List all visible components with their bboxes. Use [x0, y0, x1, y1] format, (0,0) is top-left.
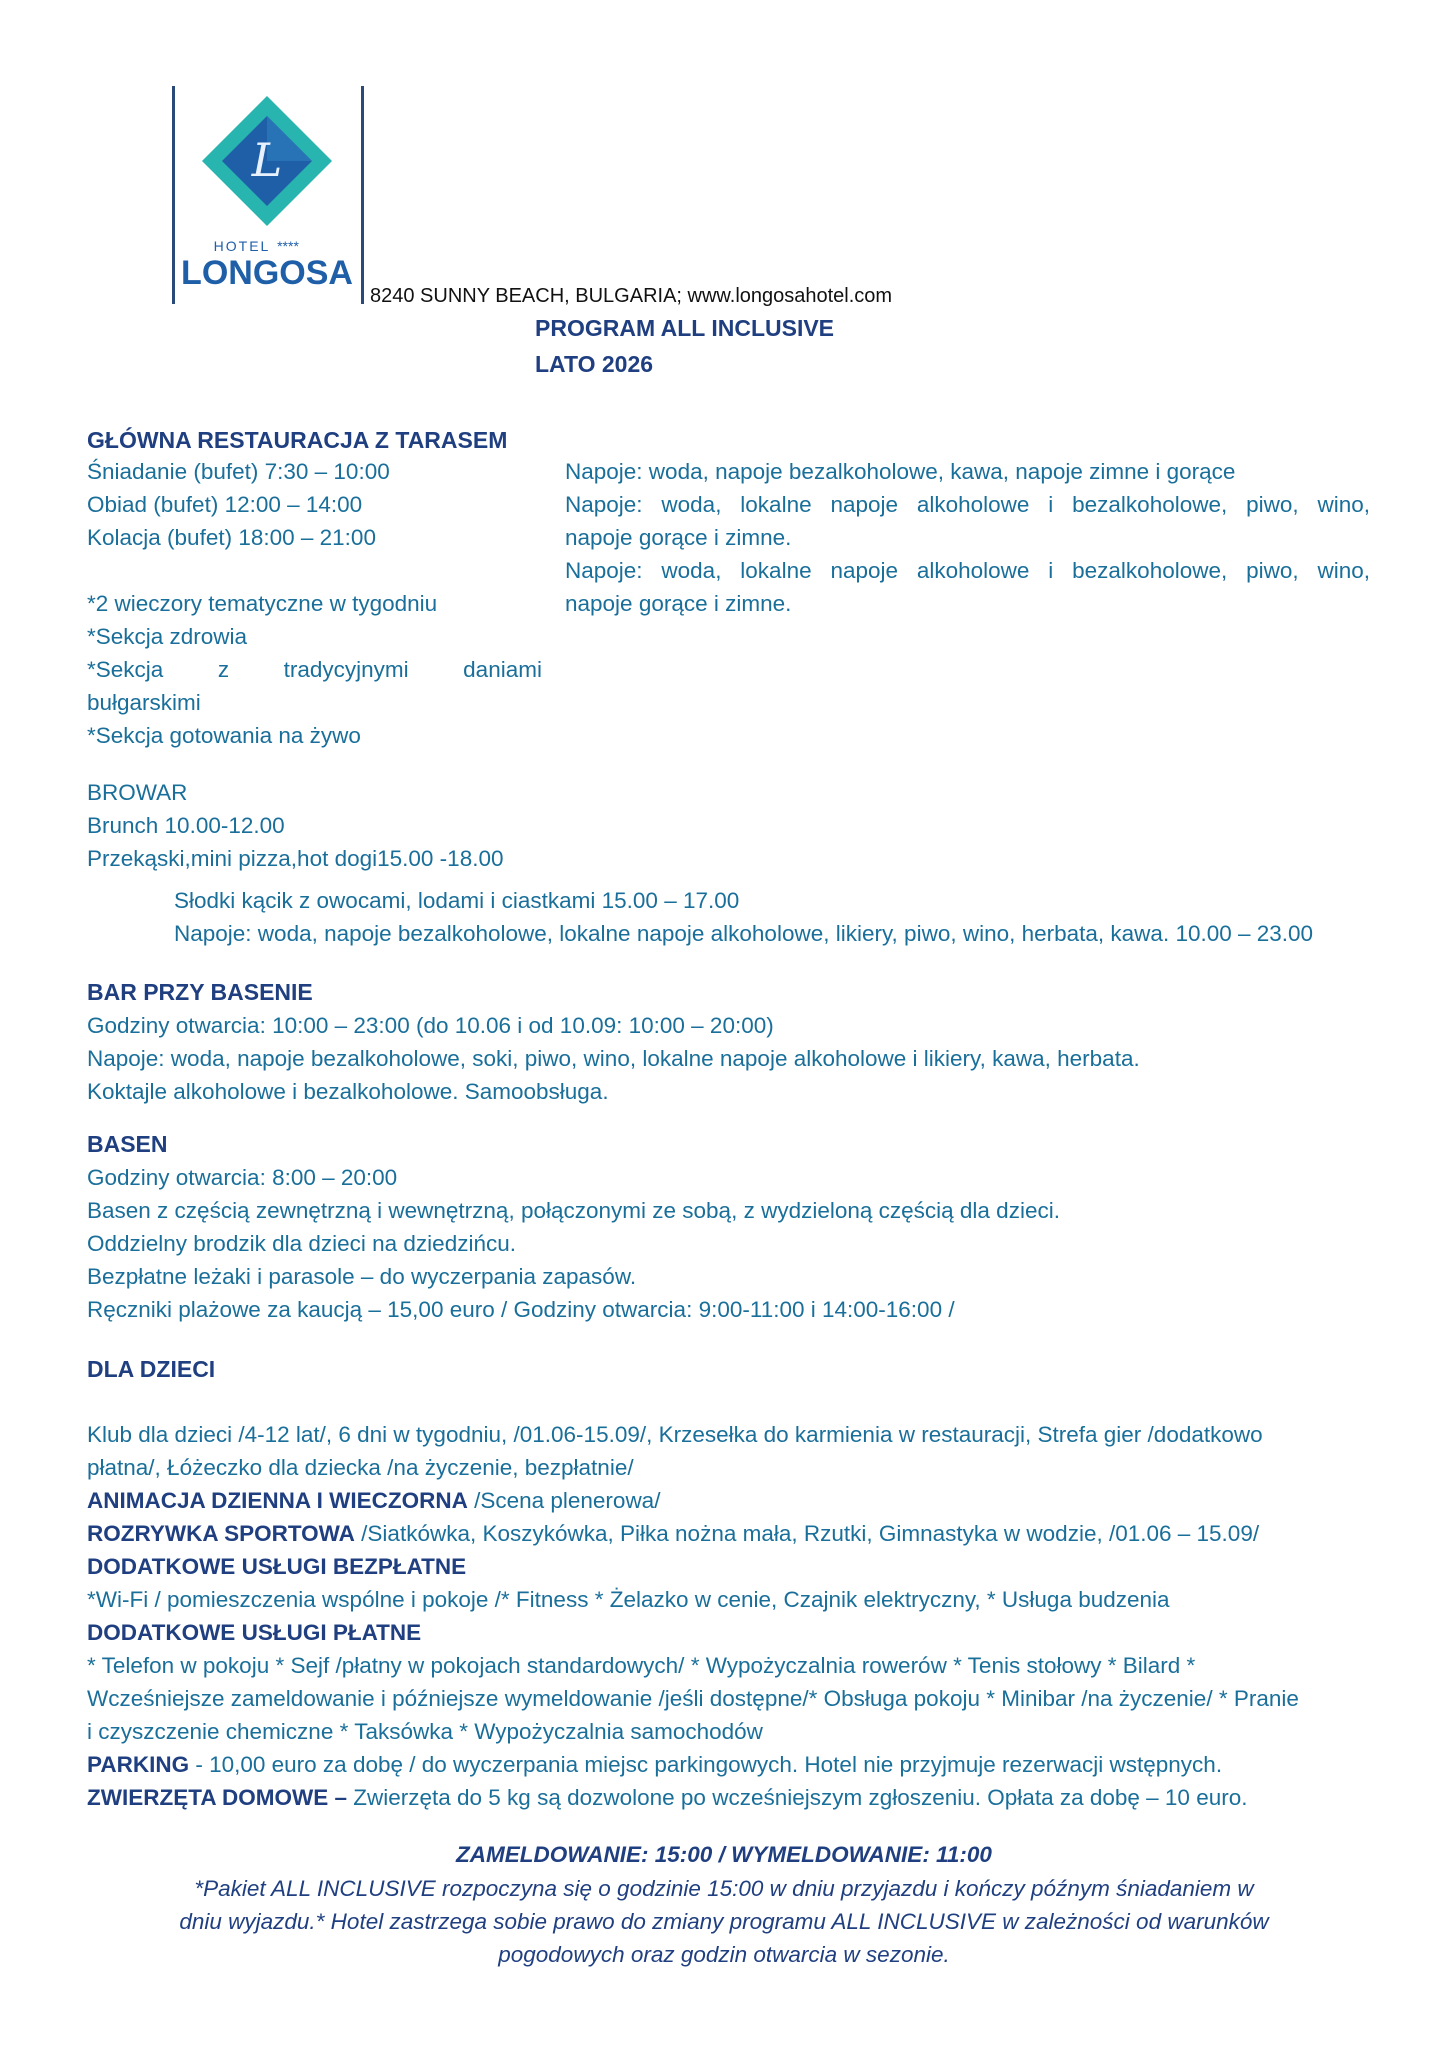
- footer-note-2: dniu wyjazdu.* Hotel zastrzega sobie prawo do zmiany programu ALL INCLUSIVE w zależności od warunków: [179, 1909, 1269, 1934]
- pool-bar-hours: Godziny otwarcia: 10:00 – 23:00 (do 10.06 i od 10.09: 10:00 – 20:00): [87, 1013, 774, 1038]
- pool-kids-pool: Oddzielny brodzik dla dzieci na dziedzińcu.: [87, 1231, 516, 1256]
- logo-stars: ****: [277, 238, 299, 254]
- pool-section: [87, 1128, 1060, 1326]
- parking-label: PARKING: [87, 1752, 190, 1777]
- pool-bar-section: [87, 976, 1140, 1108]
- logo-hotel-text: HOTEL: [213, 238, 271, 254]
- paid-services-line-1: * Telefon w pokoju * Sejf /płatny w pokojach standardowych/ * Wypożyczalnia rowerów * Tenis stołowy * Bilard *: [87, 1653, 1196, 1678]
- hotel-address: 8240 SUNNY BEACH, BULGARIA; www.longosahotel.com: [370, 285, 893, 307]
- restaurant-extras: [87, 587, 542, 752]
- page-title: PROGRAM ALL INCLUSIVE: [535, 315, 835, 341]
- extra-word: tradycyjnymi: [283, 657, 409, 682]
- drinks-lunch: Napoje: woda, lokalne napoje alkoholowe i bezalkoholowe, piwo, wino,: [565, 492, 1370, 517]
- pool-loungers: Bezpłatne leżaki i parasole – do wyczerpania zapasów.: [87, 1264, 637, 1289]
- extra-word: *Sekcja: [87, 657, 164, 682]
- browar-drinks: Napoje: woda, napoje bezalkoholowe, lokalne napoje alkoholowe, likiery, piwo, wino, herbata, kawa. 10.00 – 23.00: [174, 921, 1314, 946]
- browar-section: [87, 776, 503, 875]
- free-services-heading: DODATKOWE USŁUGI BEZPŁATNE: [87, 1554, 467, 1579]
- pool-bar-heading: BAR PRZY BASENIE: [87, 979, 313, 1005]
- free-services-text: *Wi-Fi / pomieszczenia wspólne i pokoje /* Fitness * Żelazko w cenie, Czajnik elektryczny, * Usługa budzenia: [87, 1587, 1170, 1612]
- sport-text: /Siatkówka, Koszykówka, Piłka nożna mała, Rzutki, Gimnastyka w wodzie, /01.06 – 15.09/: [354, 1521, 1260, 1546]
- pool-bar-drinks: Napoje: woda, napoje bezalkoholowe, soki, piwo, wino, lokalne napoje alkoholowe i likiery, kawa, herbata.: [87, 1046, 1140, 1071]
- sport-line: [87, 1517, 1299, 1550]
- drinks-dinner-cont: napoje gorące i zimne.: [565, 591, 792, 616]
- footer: [0, 1838, 1448, 1971]
- animation-line: [87, 1484, 1299, 1517]
- services-block: [87, 1418, 1299, 1814]
- restaurant-drinks: [565, 455, 1370, 620]
- extra-word: z: [217, 657, 230, 682]
- extra-word: daniami: [463, 657, 542, 682]
- pets-line: [87, 1781, 1299, 1814]
- paid-services-heading: DODATKOWE USŁUGI PŁATNE: [87, 1620, 422, 1645]
- meal-dinner: Kolacja (bufet) 18:00 – 21:00: [87, 525, 376, 550]
- pets-text: Zwierzęta do 5 kg są dozwolone po wcześniejszym zgłoszeniu. Opłata za dobę – 10 euro.: [346, 1785, 1248, 1810]
- parking-text: - 10,00 euro za dobę / do wyczerpania miejsc parkingowych. Hotel nie przyjmuje rezerwacji wstępnych.: [189, 1752, 1223, 1777]
- drinks-breakfast: Napoje: woda, napoje bezalkoholowe, kawa, napoje zimne i gorące: [565, 459, 1236, 484]
- extra-bulgarian-section: [87, 653, 542, 686]
- meal-breakfast: Śniadanie (bufet) 7:30 – 10:00: [87, 459, 390, 484]
- hotel-logo: [172, 86, 364, 304]
- browar-sweets: Słodki kącik z owocami, lodami i ciastkami 15.00 – 17.00: [174, 888, 740, 913]
- animation-label: ANIMACJA DZIENNA I WIECZORNA: [87, 1488, 468, 1513]
- checkin-checkout: ZAMELDOWANIE: 15:00 / WYMELDOWANIE: 11:00: [456, 1842, 992, 1867]
- kids-club: Klub dla dzieci /4-12 lat/, 6 dni w tygodniu, /01.06-15.09/, Krzesełka do karmienia w restauracji, Strefa gier /dodatkowo: [87, 1422, 1263, 1447]
- logo-name-text: LONGOSA: [181, 254, 353, 292]
- footer-note-1: *Pakiet ALL INCLUSIVE rozpoczyna się o godzinie 15:00 w dniu przyjazdu i kończy późnym śniadaniem w: [194, 1876, 1254, 1901]
- logo-diamond-icon: [172, 86, 364, 304]
- page-subtitle: LATO 2026: [535, 351, 654, 377]
- extra-theme-nights: *2 wieczory tematyczne w tygodniu: [87, 591, 438, 616]
- paid-services-line-3: i czyszczenie chemiczne * Taksówka * Wypożyczalnia samochodów: [87, 1719, 763, 1744]
- browar-snacks: Przekąski,mini pizza,hot dogi15.00 -18.00: [87, 846, 504, 871]
- pool-towels: Ręczniki plażowe za kaucją – 15,00 euro / Godziny otwarcia: 9:00-11:00 i 14:00-16:00 /: [87, 1297, 955, 1322]
- browar-indented: [174, 884, 1313, 950]
- paid-services-line-2: Wcześniejsze zameldowanie i późniejsze wymeldowanie /jeśli dostępne/* Obsługa pokoju * Minibar /na życzenie/ * Pranie: [87, 1686, 1299, 1711]
- drinks-dinner: Napoje: woda, lokalne napoje alkoholowe i bezalkoholowe, piwo, wino,: [565, 558, 1370, 583]
- kids-heading: DLA DZIECI: [87, 1356, 216, 1382]
- pool-description: Basen z częścią zewnętrzną i wewnętrzną, połączonymi ze sobą, z wydzieloną częścią dla dzieci.: [87, 1198, 1060, 1223]
- pool-bar-cocktails: Koktajle alkoholowe i bezalkoholowe. Samoobsługa.: [87, 1079, 609, 1104]
- drinks-lunch-cont: napoje gorące i zimne.: [565, 525, 792, 550]
- browar-heading: BROWAR: [87, 780, 188, 805]
- pool-hours: Godziny otwarcia: 8:00 – 20:00: [87, 1165, 398, 1190]
- extra-bulgarian-cont: bułgarskimi: [87, 690, 201, 715]
- meal-lunch: Obiad (bufet) 12:00 – 14:00: [87, 492, 363, 517]
- restaurant-meals: [87, 455, 390, 554]
- sport-label: ROZRYWKA SPORTOWA: [87, 1521, 355, 1546]
- browar-brunch: Brunch 10.00-12.00: [87, 813, 285, 838]
- extra-health-section: *Sekcja zdrowia: [87, 624, 248, 649]
- restaurant-heading: GŁÓWNA RESTAURACJA Z TARASEM: [87, 427, 508, 453]
- animation-text: /Scena plenerowa/: [467, 1488, 661, 1513]
- pets-label: ZWIERZĘTA DOMOWE –: [87, 1785, 347, 1810]
- logo-letter: L: [251, 133, 283, 187]
- kids-club-cont: płatna/, Łóżeczko dla dziecka /na życzenie, bezpłatnie/: [87, 1455, 634, 1480]
- pool-heading: BASEN: [87, 1131, 168, 1157]
- extra-live-cooking: *Sekcja gotowania na żywo: [87, 723, 361, 748]
- parking-line: [87, 1748, 1299, 1781]
- footer-note-3: pogodowych oraz godzin otwarcia w sezonie.: [498, 1942, 950, 1967]
